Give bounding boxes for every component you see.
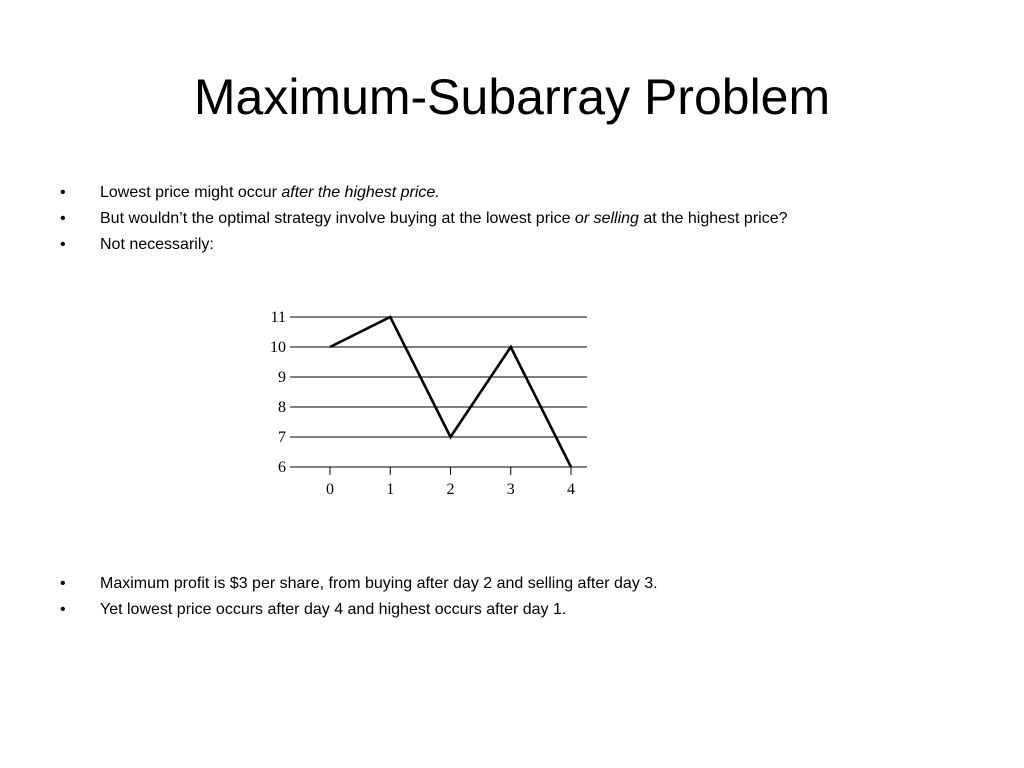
bullet-marker: • [60,236,66,253]
x-tick-label: 4 [567,481,575,498]
bullet-text-part: Lowest price might occur [100,184,282,201]
bullet-text-part-italic: or selling [574,210,639,227]
bullet-item [60,206,788,232]
bullet-text-part: Not necessarily: [100,236,214,253]
price-series-line [330,317,571,467]
x-tick-label: 1 [386,481,395,498]
top-bullet-list [60,180,788,258]
y-tick-label: 11 [270,309,286,326]
y-tick-label: 8 [278,399,286,416]
bullet-text-part: But wouldn’t the optimal strategy involve buying at the lowest price [100,210,575,227]
bullet-marker: • [60,210,66,227]
bullet-item [60,571,658,597]
bottom-bullet-list [60,571,658,623]
bullet-text-part-italic: after the highest price. [281,184,440,201]
y-tick-label: 9 [278,369,286,386]
x-tick-label: 3 [506,481,515,498]
bullet-marker: • [60,575,66,592]
y-tick-label: 7 [278,429,286,446]
bullet-marker: • [60,184,66,201]
bullet-marker: • [60,601,66,618]
x-tick-label: 2 [446,481,455,498]
bullet-text-part: Maximum profit is $3 per share, from buying after day 2 and selling after day 3. [100,575,658,592]
y-tick-label: 6 [278,459,286,476]
bullet-item [60,597,658,623]
slide-title: Maximum-Subarray Problem [193,69,831,125]
y-tick-label: 10 [270,339,286,356]
bullet-item [60,180,788,206]
bullet-item [60,232,788,258]
x-tick-label: 0 [326,481,334,498]
bullet-text-part: Yet lowest price occurs after day 4 and highest occurs after day 1. [100,601,567,618]
bullet-text-part: at the highest price? [638,210,788,227]
price-line-chart [255,298,595,503]
